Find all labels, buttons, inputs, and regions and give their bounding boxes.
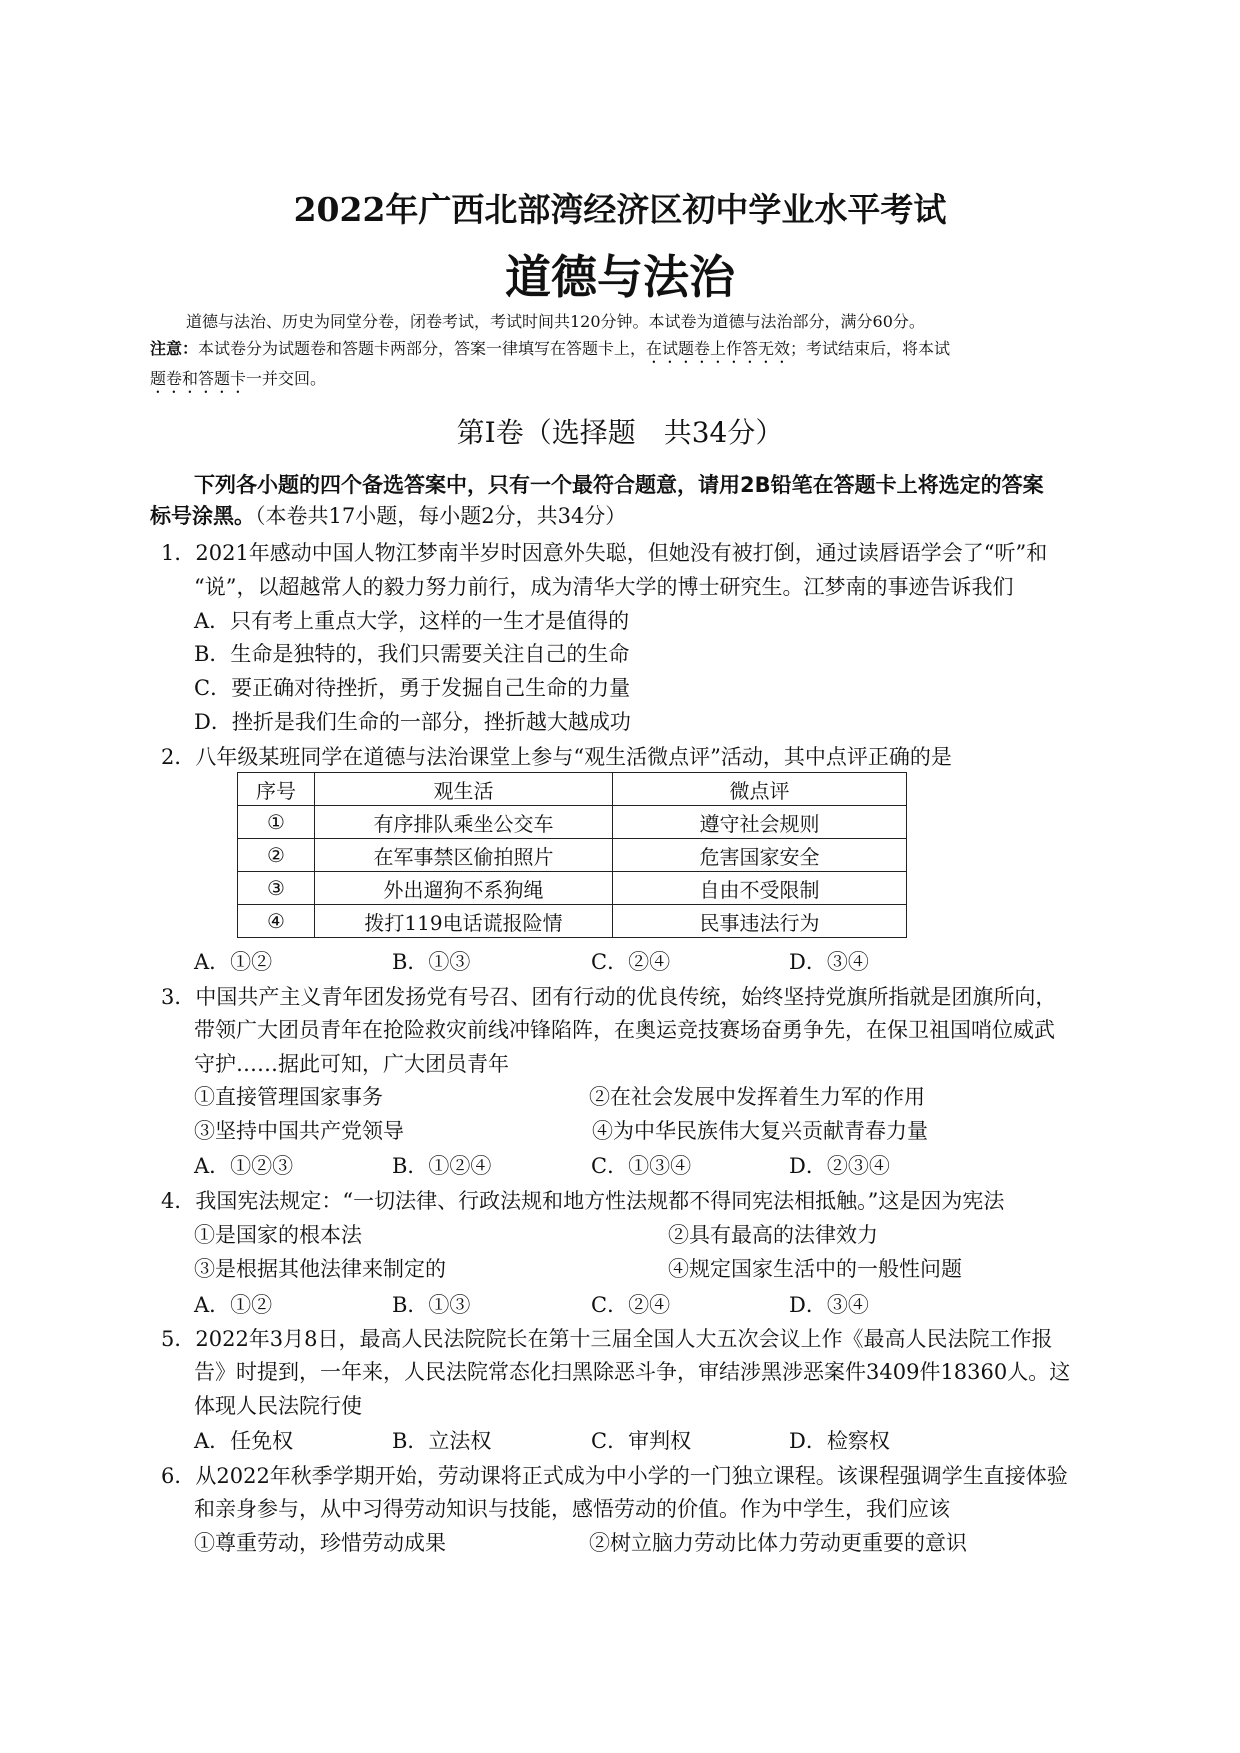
notice-emphasis: 在试题卷上作答无效 xyxy=(646,339,791,358)
table-row xyxy=(238,872,907,905)
question-3-statement: ①直接管理国家事务 xyxy=(194,1085,383,1109)
question-3-option-b: B．①②④ xyxy=(392,1154,492,1178)
question-4-line: 4．我国宪法规定：“一切法律、行政法规和地方性法规都不得同宪法相抵触。”这是因为宪法 xyxy=(161,1189,1005,1213)
table-header: 序号 xyxy=(238,773,315,806)
notice-line-2 xyxy=(150,366,326,397)
table-header: 观生活 xyxy=(315,773,613,806)
question-6-statement: ①尊重劳动，珍惜劳动成果 xyxy=(194,1531,446,1555)
notice-line-1 xyxy=(150,336,950,367)
table-cell: 有序排队乘坐公交车 xyxy=(315,806,613,839)
table-row xyxy=(238,905,907,938)
subject-title: 道德与法治 xyxy=(505,250,735,304)
table-cell: ③ xyxy=(238,872,315,905)
question-4-statement: ③是根据其他法律来制定的 xyxy=(194,1257,446,1281)
question-5-line: 体现人民法院行使 xyxy=(194,1394,362,1418)
question-3-statement: ③坚持中国共产党领导 xyxy=(194,1119,404,1143)
notice-text: 一并交回。 xyxy=(246,369,327,388)
table-cell: ① xyxy=(238,806,315,839)
question-4-statement: ④规定国家生活中的一般性问题 xyxy=(668,1257,962,1281)
question-4-statement: ①是国家的根本法 xyxy=(194,1223,362,1247)
table-cell: 拨打119电话谎报险情 xyxy=(315,905,613,938)
question-2-option-c: C．②④ xyxy=(591,950,671,974)
question-2-option-a: A．①② xyxy=(194,950,273,974)
table-cell: 自由不受限制 xyxy=(613,872,907,905)
exam-intro: 道德与法治、历史为同堂分卷，闭卷考试，考试时间共120分钟。本试卷为道德与法治部分，满分60分。 xyxy=(186,312,925,331)
question-4-option-b: B．①③ xyxy=(392,1293,471,1317)
question-1-option-c: C．要正确对待挫折，勇于发掘自己生命的力量 xyxy=(194,676,631,700)
table-cell: 危害国家安全 xyxy=(613,839,907,872)
question-1-line: 1．2021年感动中国人物江梦南半岁时因意外失聪，但她没有被打倒，通过读唇语学会了“听”和 xyxy=(161,541,1048,565)
question-3-line: 3．中国共产主义青年团发扬党有号召、团有行动的优良传统，始终坚持党旗所指就是团旗所向， xyxy=(161,985,1057,1009)
notice-emphasis: 题卷和答题卡 xyxy=(150,369,247,388)
table-header-row xyxy=(238,773,907,806)
question-4-option-d: D．③④ xyxy=(789,1293,869,1317)
question-5-option-c: C．审判权 xyxy=(591,1429,692,1453)
question-1-option-d: D．挫折是我们生命的一部分，挫折越大越成功 xyxy=(194,710,631,734)
instruction-bold-1: 下列各小题的四个备选答案中，只有一个最符合题意，请用2B铅笔在答题卡上将选定的答案 xyxy=(194,473,1044,497)
table-header: 微点评 xyxy=(613,773,907,806)
table-cell: ② xyxy=(238,839,315,872)
question-3-option-d: D．②③④ xyxy=(789,1154,890,1178)
question-3-option-c: C．①③④ xyxy=(591,1154,692,1178)
question-1-option-a: A．只有考上重点大学，这样的一生才是值得的 xyxy=(194,609,630,633)
question-2-option-b: B．①③ xyxy=(392,950,471,974)
question-6-line: 和亲身参与，从中习得劳动知识与技能，感悟劳动的价值。作为中学生，我们应该 xyxy=(194,1497,950,1521)
notice-text: 本试卷分为试题卷和答题卡两部分，答案一律填写在答题卡上， xyxy=(198,339,647,358)
question-1-option-b: B．生命是独特的，我们只需要关注自己的生命 xyxy=(194,642,630,666)
question-3-line: 带领广大团员青年在抢险救灾前线冲锋陷阵，在奥运竞技赛场奋勇争先，在保卫祖国哨位威武 xyxy=(194,1018,1055,1042)
question-2-option-d: D．③④ xyxy=(789,950,869,974)
instruction-note: （本卷共17小题，每小题2分，共34分） xyxy=(255,504,627,528)
question-5-option-b: B．立法权 xyxy=(392,1429,492,1453)
question-5-line: 告》时提到，一年来，人民法院常态化扫黑除恶斗争，审结涉黑涉恶案件3409件18360人。这 xyxy=(194,1360,1071,1384)
question-4-option-a: A．①② xyxy=(194,1293,273,1317)
instruction-line-2 xyxy=(150,503,626,529)
question-6-statement: ②树立脑力劳动比体力劳动更重要的意识 xyxy=(589,1531,967,1555)
question-3-option-a: A．①②③ xyxy=(194,1154,294,1178)
question-3-statement: ②在社会发展中发挥着生力军的作用 xyxy=(589,1085,925,1109)
exam-title: 2022年广西北部湾经济区初中学业水平考试 xyxy=(293,190,947,229)
table-row xyxy=(238,806,907,839)
question-5-option-d: D．检察权 xyxy=(789,1429,890,1453)
table-cell: 在军事禁区偷拍照片 xyxy=(315,839,613,872)
question-6-line: 6．从2022年秋季学期开始，劳动课将正式成为中小学的一门独立课程。该课程强调学生直接体验 xyxy=(161,1464,1068,1488)
question-1-line: “说”，以超越常人的毅力努力前行，成为清华大学的博士研究生。江梦南的事迹告诉我们 xyxy=(194,575,1014,599)
notice-label: 注意： xyxy=(150,339,199,358)
table-cell: 遵守社会规则 xyxy=(613,806,907,839)
table-cell: 民事违法行为 xyxy=(613,905,907,938)
notice-text: ；考试结束后，将本试 xyxy=(790,339,951,358)
table-row xyxy=(238,839,907,872)
section-heading: 第Ⅰ卷（选择题 共34分） xyxy=(456,416,784,449)
question-5-option-a: A．任免权 xyxy=(194,1429,294,1453)
question-5-line: 5．2022年3月8日，最高人民法院院长在第十三届全国人大五次会议上作《最高人民法院工作报 xyxy=(161,1327,1053,1351)
question-3-line: 守护……据此可知，广大团员青年 xyxy=(194,1052,509,1076)
question-4-option-c: C．②④ xyxy=(591,1293,671,1317)
table-cell: ④ xyxy=(238,905,315,938)
question-3-statement: ④为中华民族伟大复兴贡献青春力量 xyxy=(592,1119,928,1143)
table-cell: 外出遛狗不系狗绳 xyxy=(315,872,613,905)
question-4-statement: ②具有最高的法律效力 xyxy=(668,1223,878,1247)
instruction-bold-2: 标号涂黑。 xyxy=(150,504,255,528)
question-2-line: 2．八年级某班同学在道德与法治课堂上参与“观生活微点评”活动，其中点评正确的是 xyxy=(161,745,952,769)
question-2-table xyxy=(237,772,907,938)
